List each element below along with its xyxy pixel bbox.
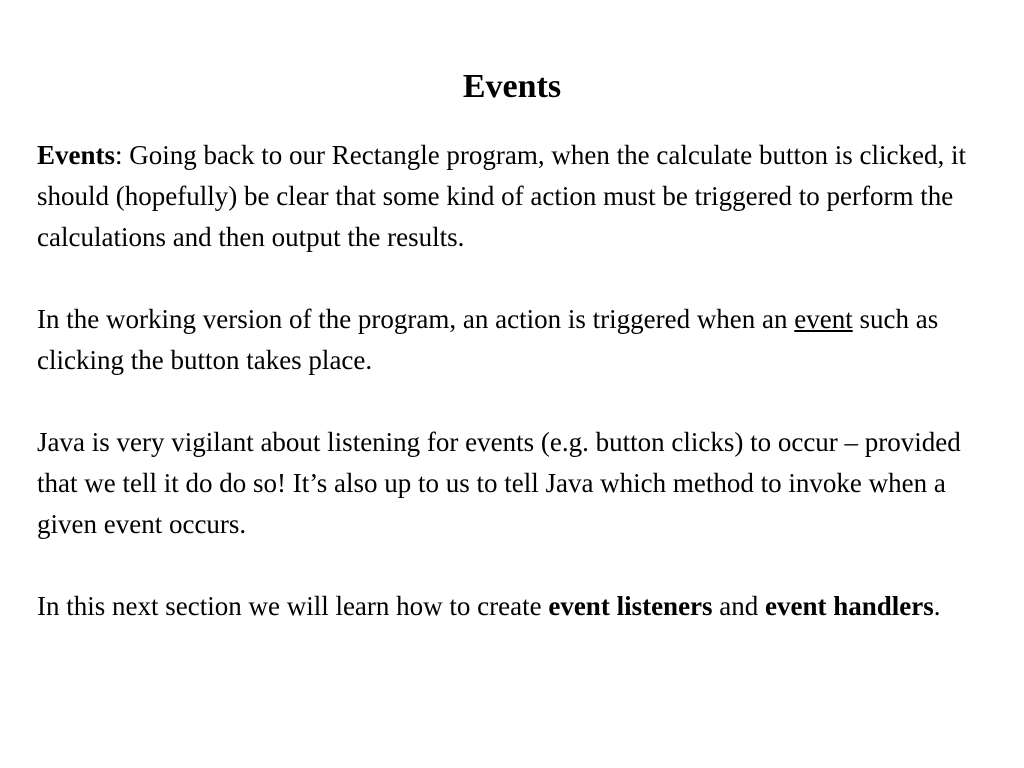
event-trigger-text-after: such as clicking the button takes place. <box>37 304 939 375</box>
paragraph-java-listening <box>37 422 997 545</box>
event-handlers-term: event handlers <box>765 591 934 621</box>
event-underlined-term: event <box>794 304 853 334</box>
event-listeners-term: event listeners <box>548 591 713 621</box>
next-section-text-after: . <box>933 591 941 621</box>
paragraph-event-trigger <box>37 299 997 381</box>
paragraph-next-section <box>37 586 997 627</box>
paragraph-events-intro <box>37 135 997 258</box>
next-section-text-middle: and <box>712 591 766 621</box>
events-intro-text: : Going back to our Rectangle program, when the calculate button is clicked, it should (hopefully) be clear that some kind of action must be triggered to perform the calculations and then output the results. <box>37 140 967 252</box>
java-listening-text: Java is very vigilant about listening for events (e.g. button clicks) to occur – provided that we tell it do do so! It’s also up to us to tell Java which method to invoke when a given event occurs. <box>37 427 961 539</box>
event-trigger-text-before: In the working version of the program, an action is triggered when an <box>37 304 795 334</box>
slide-title: Events <box>462 68 562 105</box>
events-term: Events <box>37 140 116 170</box>
next-section-text-before: In this next section we will learn how to create <box>37 591 549 621</box>
slide-body <box>37 135 997 627</box>
